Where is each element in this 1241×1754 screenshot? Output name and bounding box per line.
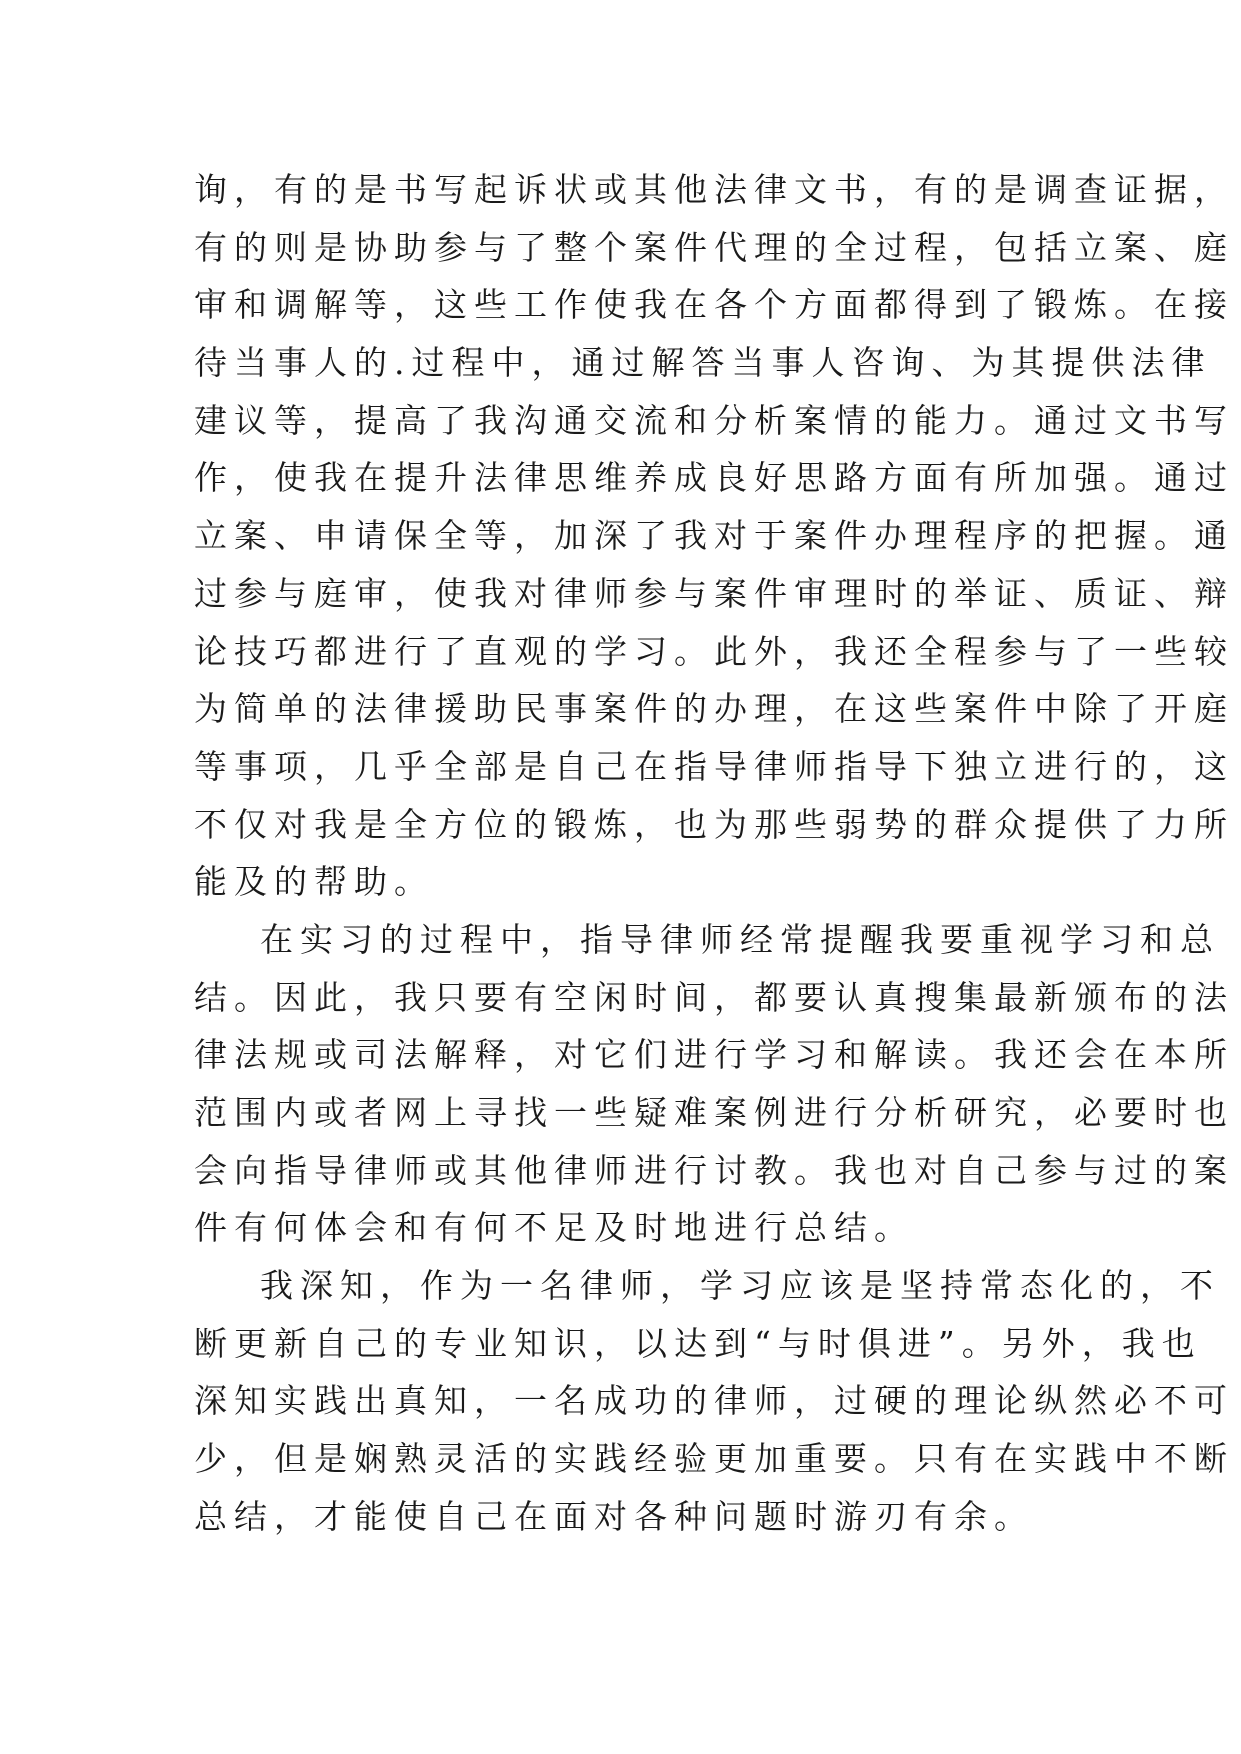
text-line: 过参与庭审，使我对律师参与案件审理时的举证、质证、辩 [194, 573, 1234, 613]
text-line: 能及的帮助。 [194, 862, 434, 902]
text-line: 会向指导律师或其他律师进行讨教。我也对自己参与过的案 [194, 1150, 1234, 1190]
text-line: 断更新自己的专业知识，以达到“与时俱进”。另外，我也 [194, 1323, 1202, 1363]
document-body [194, 161, 1234, 1546]
text-line: 件有何体会和有何不足及时地进行总结。 [194, 1208, 914, 1248]
text-line: 为简单的法律援助民事案件的办理，在这些案件中除了开庭 [194, 689, 1234, 729]
text-line: 询，有的是书写起诉状或其他法律文书，有的是调查证据， [194, 170, 1234, 209]
text-line: 范围内或者网上寻找一些疑难案例进行分析研究，必要时也 [194, 1093, 1234, 1132]
text-line: 立案、申请保全等，加深了我对于案件办理程序的把握。通 [194, 516, 1234, 556]
text-line: 总结，才能使自己在面对各种问题时游刃有余。 [194, 1496, 1034, 1536]
text-line: 深知实践出真知，一名成功的律师，过硬的理论纵然必不可 [194, 1381, 1234, 1421]
text-line: 有的则是协助参与了整个案件代理的全过程，包括立案、庭 [194, 227, 1234, 267]
text-line: 少，但是娴熟灵活的实践经验更加重要。只有在实践中不断 [194, 1439, 1234, 1479]
text-line: 待当事人的.过程中，通过解答当事人咨询、为其提供法律 [194, 343, 1212, 383]
text-line: 审和调解等，这些工作使我在各个方面都得到了锻炼。在接 [194, 285, 1234, 325]
text-line: 不仅对我是全方位的锻炼，也为那些弱势的群众提供了力所 [194, 804, 1234, 844]
paragraph-first-line: 在实习的过程中，指导律师经常提醒我要重视学习和总 [260, 919, 1220, 959]
text-line: 等事项，几乎全部是自己在指导律师指导下独立进行的，这 [194, 746, 1234, 786]
text-line: 论技巧都进行了直观的学习。此外，我还全程参与了一些较 [194, 631, 1234, 671]
text-line: 律法规或司法解释，对它们进行学习和解读。我还会在本所 [194, 1035, 1234, 1075]
paragraph-first-line: 我深知，作为一名律师，学习应该是坚持常态化的，不 [260, 1266, 1220, 1306]
text-line: 建议等，提高了我沟通交流和分析案情的能力。通过文书写 [194, 400, 1234, 440]
text-line: 结。因此，我只要有空闲时间，都要认真搜集最新颁布的法 [194, 977, 1234, 1017]
text-line: 作，使我在提升法律思维养成良好思路方面有所加强。通过 [194, 458, 1234, 498]
